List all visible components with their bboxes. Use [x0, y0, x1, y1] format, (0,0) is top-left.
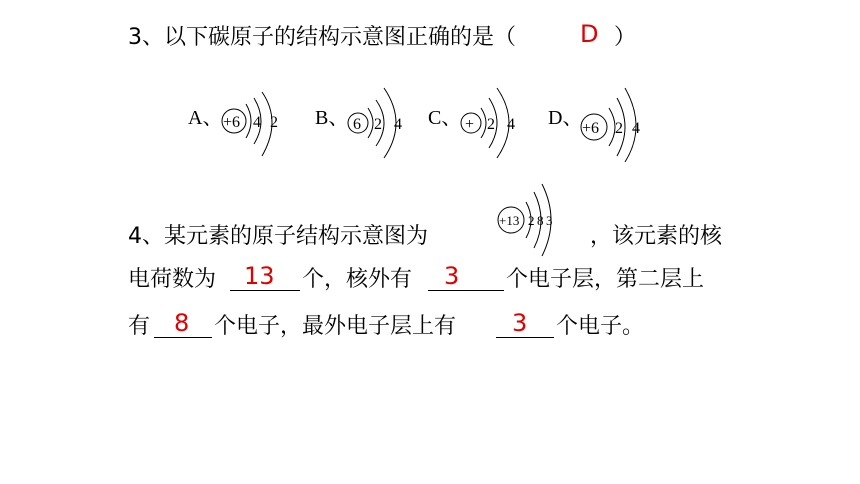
q4-line1-prefix: 4、某元素的原子结构示意图为	[128, 224, 428, 249]
nucleus-charge: +6	[582, 120, 600, 137]
nucleus-charge: 6	[353, 116, 361, 133]
shell-2-electrons: 8	[537, 213, 544, 228]
option-c-atom-diagram	[455, 86, 535, 160]
q3-prefix: 3、以下碳原子的结构示意图正确的是（	[128, 25, 516, 50]
shell-1-electrons: 2	[528, 213, 535, 228]
shell-1-electrons: 2	[487, 116, 495, 133]
shell-3-electrons: 3	[546, 213, 553, 228]
q4-line3-a: 有	[128, 314, 151, 339]
shell-2-electrons: 4	[632, 120, 640, 137]
q3-suffix: ）	[614, 25, 637, 50]
nucleus-charge: +6	[223, 114, 241, 131]
q4-line2-b: 个，核外有	[302, 267, 413, 292]
nucleus-charge: +	[465, 116, 475, 133]
answer-nuclear-charge: 13	[244, 262, 275, 290]
shell-2-electrons: 2	[270, 114, 278, 131]
option-b-atom-diagram	[342, 86, 422, 160]
answer-outer-shell: 3	[512, 309, 528, 337]
shell-1-electrons: 4	[253, 114, 261, 131]
q4-atom-diagram	[494, 180, 564, 260]
option-d-atom-diagram	[575, 84, 659, 162]
q4-line2-a: 电荷数为	[128, 267, 217, 292]
q4-line3-b: 个电子，最外电子层上有	[214, 314, 457, 339]
blank-layers	[428, 290, 504, 291]
answer-electron-layers: 3	[444, 262, 460, 290]
option-a-atom-diagram	[216, 90, 296, 160]
option-b-label: B、	[315, 107, 349, 129]
blank-second-shell	[154, 337, 212, 338]
q4-line2-c: 个电子层，第二层上	[506, 267, 705, 292]
shell-2-electrons: 4	[507, 116, 515, 133]
blank-outer-shell	[496, 337, 554, 338]
option-d-label: D、	[548, 107, 583, 129]
q3-answer: D	[580, 20, 599, 48]
answer-second-shell: 8	[174, 309, 190, 337]
q4-line3-c: 个电子。	[556, 314, 645, 339]
nucleus-charge: +13	[499, 213, 520, 228]
blank-charge	[230, 290, 300, 291]
option-c-label: C、	[428, 107, 462, 129]
q4-line1-suffix: ，该元素的核	[590, 224, 723, 249]
shell-1-electrons: 2	[615, 120, 623, 137]
shell-2-electrons: 4	[394, 116, 402, 133]
option-a-label: A、	[188, 107, 223, 129]
shell-1-electrons: 2	[374, 116, 382, 133]
